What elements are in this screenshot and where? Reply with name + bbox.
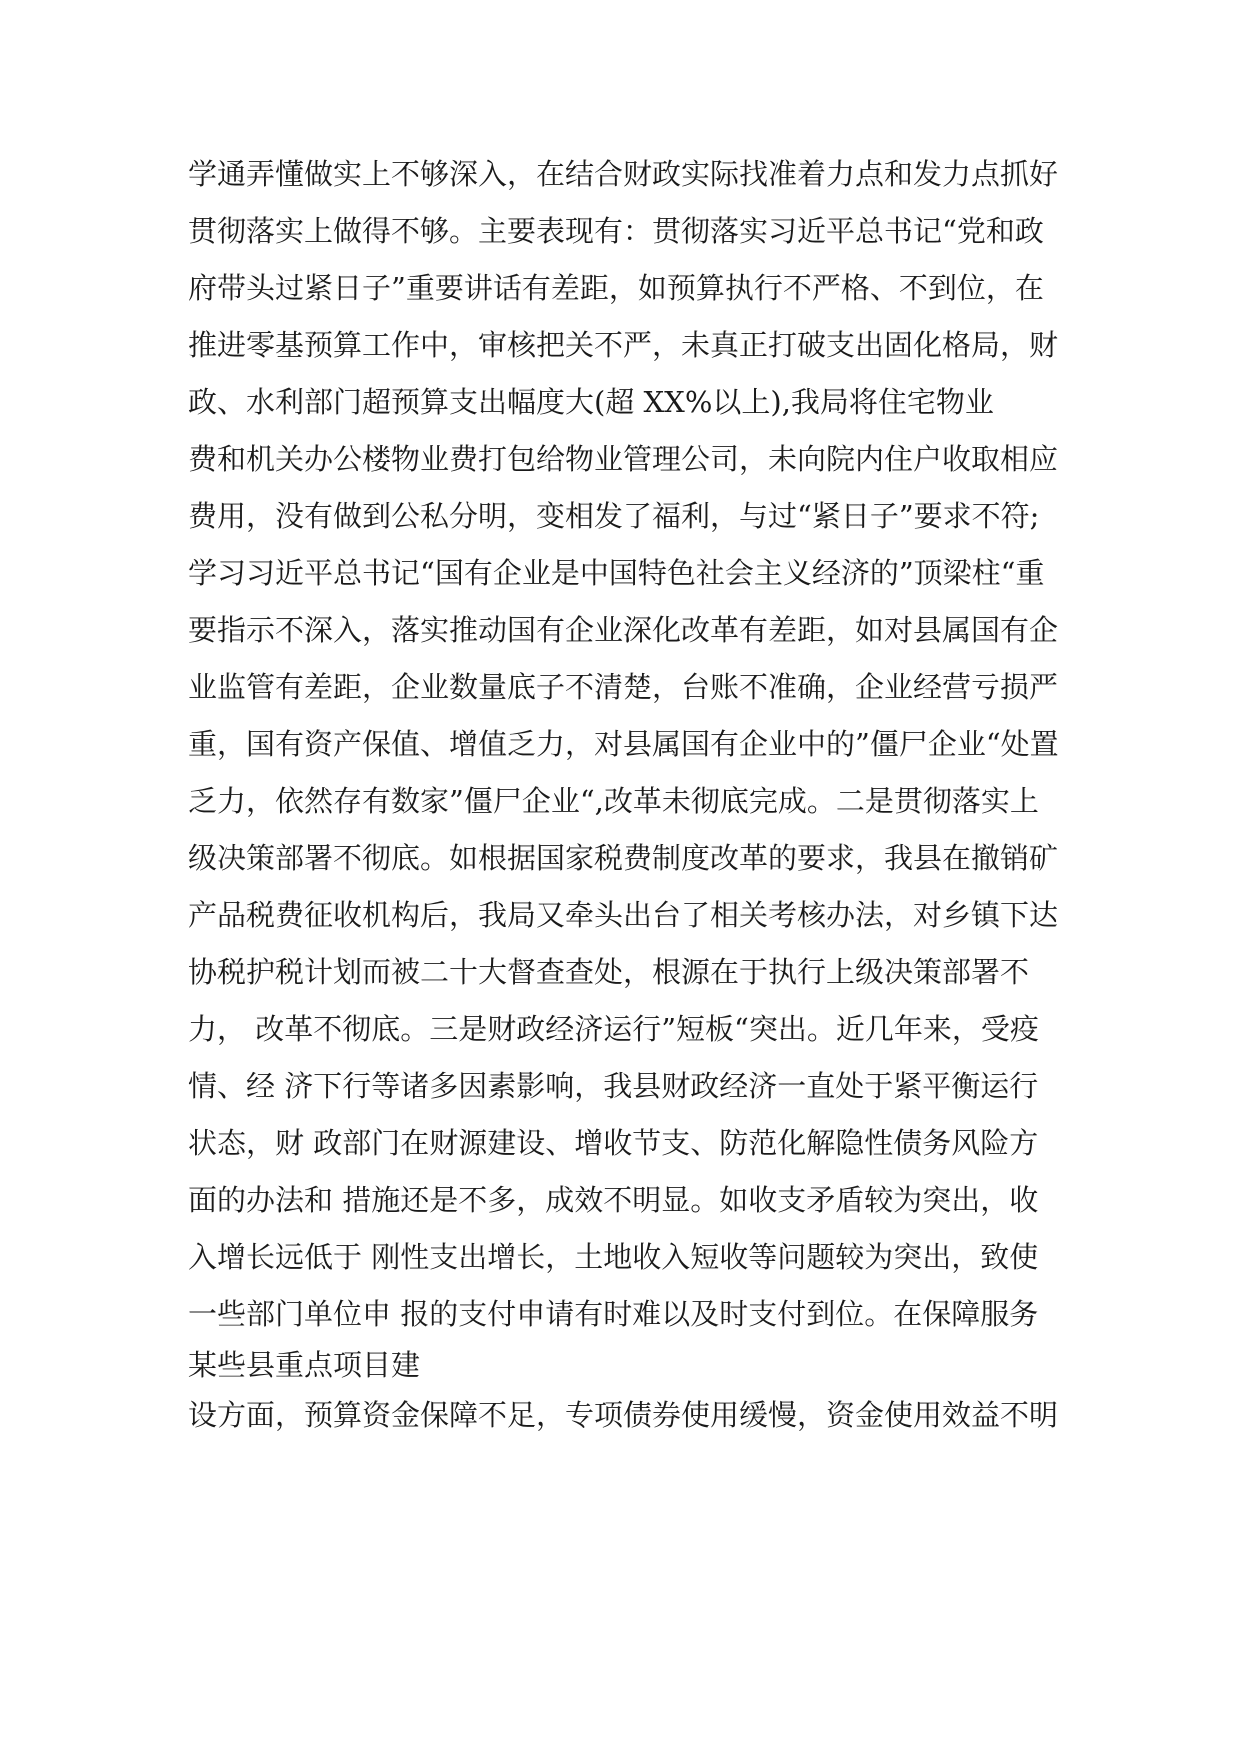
text-line-7: 费用，没有做到公私分明，变相发了福利，与过“紧日子”要求不符;: [188, 499, 1040, 533]
text-line-23: 设方面，预算资金保障不足，专项债券使用缓慢，资金使用效益不明: [188, 1398, 1059, 1432]
text-line-3: 府带头过紧日子”重要讲话有差距，如预算执行不严格、不到位，在: [188, 271, 1044, 305]
text-line-11: 重，国有资产保值、增值乏力，对县属国有企业中的”僵尸企业“处置: [188, 727, 1059, 761]
text-line-2: 贯彻落实上做得不够。主要表现有：贯彻落实习近平总书记“党和政: [188, 214, 1044, 248]
text-line-12: 乏力，依然存有数家”僵尸企业“,改革未彻底完成。二是贯彻落实上: [188, 784, 1039, 818]
text-line-19: 面的办法和 措施还是不多，成效不明显。如收支矛盾较为突出，收: [188, 1183, 1039, 1217]
text-line-9: 要指示不深入，落实推动国有企业深化改革有差距，如对县属国有企: [188, 613, 1059, 647]
text-line-22: 某些县重点项目建: [188, 1348, 421, 1382]
text-line-14: 产品税费征收机构后，我局又牵头出台了相关考核办法，对乡镇下达: [188, 898, 1059, 932]
text-line-6: 费和机关办公楼物业费打包给物业管理公司，未向院内住户收取相应: [188, 442, 1059, 476]
text-line-5: 政、水利部门超预算支出幅度大(超 XX%以上),我局将住宅物业: [188, 385, 994, 419]
text-line-15: 协税护税计划而被二十大督查查处，根源在于执行上级决策部署不: [188, 955, 1030, 989]
text-line-4: 推进零基预算工作中，审核把关不严，未真正打破支出固化格局，财: [188, 328, 1059, 362]
text-line-1: 学通弄懂做实上不够深入，在结合财政实际找准着力点和发力点抓好: [188, 157, 1059, 191]
text-line-21: 一些部门单位申 报的支付申请有时难以及时支付到位。在保障服务: [188, 1297, 1039, 1331]
text-line-16: 力， 改革不彻底。三是财政经济运行”短板“突出。近几年来，受疫: [188, 1012, 1039, 1046]
text-line-17: 情、经 济下行等诸多因素影响，我县财政经济一直处于紧平衡运行: [188, 1069, 1039, 1103]
text-line-20: 入增长远低于 刚性支出增长，土地收入短收等问题较为突出，致使: [188, 1240, 1039, 1274]
text-line-13: 级决策部署不彻底。如根据国家税费制度改革的要求，我县在撤销矿: [188, 841, 1059, 875]
text-line-10: 业监管有差距，企业数量底子不清楚，台账不准确，企业经营亏损严: [188, 670, 1059, 704]
text-line-18: 状态，财 政部门在财源建设、增收节支、防范化解隐性债务风险方: [188, 1126, 1039, 1160]
text-line-8: 学习习近平总书记“国有企业是中国特色社会主义经济的”顶梁柱“重: [188, 556, 1045, 590]
body-text: [188, 146, 1068, 1444]
